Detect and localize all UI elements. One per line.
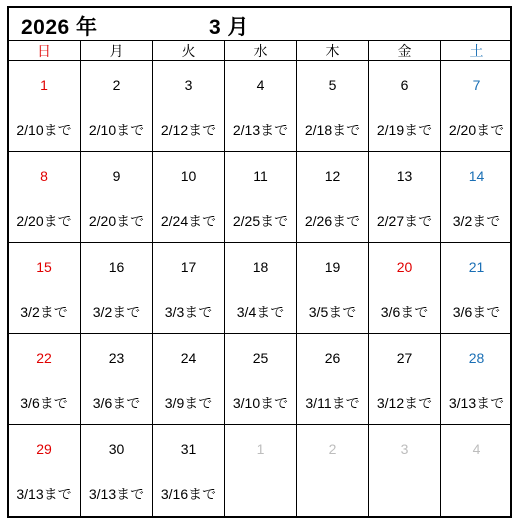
calendar-day-cell[interactable]: [152, 425, 224, 516]
day-number: 7: [472, 77, 481, 93]
day-number: 13: [396, 168, 413, 184]
day-number: 21: [468, 259, 485, 275]
calendar-day-cell[interactable]: [152, 334, 224, 425]
day-deadline-note: 3/12まで: [376, 395, 433, 411]
calendar-day-cell[interactable]: [80, 425, 152, 516]
day-deadline-note: 2/26まで: [304, 213, 361, 229]
day-number: 4: [256, 77, 265, 93]
day-number: 3: [184, 77, 193, 93]
calendar-day-cell[interactable]: [152, 152, 224, 243]
day-deadline-note: 2/27まで: [376, 213, 433, 229]
day-deadline-note: 3/13まで: [448, 395, 505, 411]
day-number: 27: [396, 350, 413, 366]
calendar-day-cell[interactable]: [224, 425, 296, 516]
day-deadline-note: 2/25まで: [232, 213, 289, 229]
day-deadline-note: 3/2まで: [92, 304, 141, 320]
day-number: 9: [112, 168, 121, 184]
day-deadline-note: 3/9まで: [164, 395, 213, 411]
day-deadline-note: 2/18まで: [304, 122, 361, 138]
calendar-day-cell[interactable]: [224, 334, 296, 425]
day-number: 5: [328, 77, 337, 93]
day-number: 2: [112, 77, 121, 93]
day-number: 29: [36, 441, 52, 457]
calendar-day-cell[interactable]: [224, 243, 296, 334]
calendar-day-cell[interactable]: [8, 425, 80, 516]
day-number: 17: [180, 259, 197, 275]
calendar-day-cell[interactable]: [80, 152, 152, 243]
day-deadline-note: 3/13まで: [16, 486, 72, 502]
calendar-grid: [8, 40, 513, 516]
day-number: 15: [36, 259, 52, 275]
calendar-day-cell[interactable]: [296, 61, 368, 152]
weekday-header-sat: 土: [440, 40, 512, 61]
calendar-day-cell[interactable]: [368, 425, 440, 516]
calendar-year-title: 2026 年: [21, 16, 98, 39]
day-deadline-note: 2/20まで: [448, 122, 505, 138]
day-number: 19: [324, 259, 341, 275]
day-number: 14: [468, 168, 485, 184]
calendar-day-cell[interactable]: [224, 61, 296, 152]
day-deadline-note: 3/10まで: [232, 395, 289, 411]
day-number: 8: [40, 168, 48, 184]
day-deadline-note: 3/5まで: [308, 304, 357, 320]
weekday-header-tue: 火: [152, 40, 224, 61]
day-number: 1: [256, 441, 265, 457]
day-deadline-note: 3/6まで: [92, 395, 141, 411]
day-deadline-note: 3/3まで: [164, 304, 213, 320]
weekday-header-fri: 金: [368, 40, 440, 61]
day-deadline-note: 3/13まで: [88, 486, 145, 502]
day-deadline-note: 2/12まで: [160, 122, 217, 138]
weekday-header-sun: 日: [8, 40, 80, 61]
calendar-day-cell[interactable]: [368, 243, 440, 334]
calendar-day-cell[interactable]: [440, 243, 512, 334]
calendar-day-cell[interactable]: [368, 334, 440, 425]
day-deadline-note: 2/13まで: [232, 122, 289, 138]
day-number: 20: [396, 259, 413, 275]
calendar-day-cell[interactable]: [440, 61, 512, 152]
day-deadline-note: 2/24まで: [160, 213, 217, 229]
day-number: 1: [40, 77, 48, 93]
day-number: 28: [468, 350, 485, 366]
calendar-day-cell[interactable]: [152, 243, 224, 334]
calendar-day-cell[interactable]: [152, 61, 224, 152]
day-number: 25: [252, 350, 269, 366]
day-deadline-note: 2/10まで: [16, 122, 72, 138]
day-deadline-note: 3/6まで: [380, 304, 429, 320]
calendar-day-cell[interactable]: [296, 152, 368, 243]
calendar-day-cell[interactable]: [296, 243, 368, 334]
day-number: 16: [108, 259, 125, 275]
day-deadline-note: 3/4まで: [236, 304, 285, 320]
day-deadline-note: 2/19まで: [376, 122, 433, 138]
day-number: 31: [180, 441, 197, 457]
day-number: 3: [400, 441, 409, 457]
calendar-frame: [7, 6, 512, 518]
weekday-header-mon: 月: [80, 40, 152, 61]
calendar-day-cell[interactable]: [440, 425, 512, 516]
day-number: 11: [253, 168, 268, 184]
day-number: 12: [324, 168, 341, 184]
weekday-header-wed: 水: [224, 40, 296, 61]
day-number: 24: [180, 350, 197, 366]
calendar-day-cell[interactable]: [440, 152, 512, 243]
calendar-month-title: 3 月: [209, 16, 250, 39]
day-deadline-note: 3/2まで: [20, 304, 68, 320]
calendar-day-cell[interactable]: [8, 243, 80, 334]
calendar-day-cell[interactable]: [296, 425, 368, 516]
day-number: 23: [108, 350, 125, 366]
calendar-day-cell[interactable]: [224, 152, 296, 243]
day-deadline-note: 2/20まで: [88, 213, 145, 229]
calendar-day-cell[interactable]: [8, 334, 80, 425]
day-deadline-note: 3/6まで: [452, 304, 501, 320]
calendar-day-cell[interactable]: [440, 334, 512, 425]
day-deadline-note: 2/20まで: [16, 213, 72, 229]
day-number: 30: [108, 441, 125, 457]
day-number: 2: [328, 441, 337, 457]
calendar-day-cell[interactable]: [8, 61, 80, 152]
calendar-day-cell[interactable]: [80, 334, 152, 425]
calendar-day-cell[interactable]: [8, 152, 80, 243]
day-deadline-note: 2/10まで: [88, 122, 145, 138]
calendar-day-cell[interactable]: [368, 61, 440, 152]
day-deadline-note: 3/2まで: [452, 213, 501, 229]
calendar-day-cell[interactable]: [368, 152, 440, 243]
day-number: 18: [252, 259, 269, 275]
calendar-day-cell[interactable]: [296, 334, 368, 425]
day-number: 26: [324, 350, 341, 366]
day-deadline-note: 3/16まで: [160, 486, 217, 502]
calendar-title-row: [9, 8, 510, 40]
day-number: 10: [180, 168, 197, 184]
calendar-day-cell[interactable]: [80, 61, 152, 152]
calendar-day-cell[interactable]: [80, 243, 152, 334]
day-deadline-note: 3/11まで: [305, 395, 360, 411]
day-number: 6: [400, 77, 409, 93]
day-deadline-note: 3/6まで: [20, 395, 68, 411]
weekday-header-thu: 木: [296, 40, 368, 61]
day-number: 22: [36, 350, 52, 366]
day-number: 4: [472, 441, 481, 457]
